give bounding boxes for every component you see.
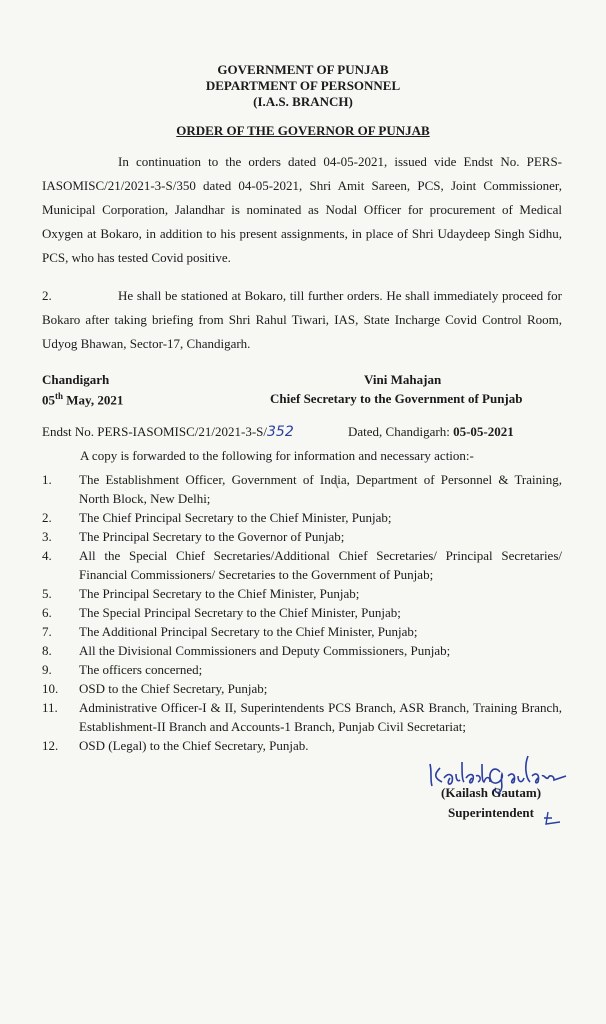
list-item <box>42 660 562 679</box>
list-item-number: 7. <box>42 624 52 639</box>
issue-place: Chandigarh <box>42 372 110 387</box>
list-item-number: 11. <box>42 700 58 715</box>
issue-date-rest: May, 2021 <box>63 392 124 408</box>
list-item-text: All the Divisional Commissioners and Deputy Commissioners, Punjab; <box>79 643 451 658</box>
list-item <box>42 698 562 736</box>
paragraph-2-number: 2. <box>42 288 52 303</box>
officer-designation: Superintendent <box>448 805 534 820</box>
endorsement-handwritten-number: 352 <box>267 424 294 440</box>
officer-name: (Kailash Gautam) <box>441 785 542 800</box>
issue-date <box>42 391 123 408</box>
list-item <box>42 641 562 660</box>
list-item-text: The Chief Principal Secretary to the Chief Minister, Punjab; <box>79 510 392 525</box>
list-item <box>42 584 562 603</box>
list-item-text: The Additional Principal Secretary to the Chief Minister, Punjab; <box>79 624 418 639</box>
list-item-text: All the Special Chief Secretaries/Additional Chief Secretaries/ Principal Secretaries/ Financial Commissioners/ Secretaries to the Government of Punjab; <box>79 548 562 582</box>
list-item-text: The Principal Secretary to the Chief Minister, Punjab; <box>79 586 360 601</box>
header-department: DEPARTMENT OF PERSONNEL <box>205 78 401 93</box>
list-item-number: 8. <box>42 643 52 658</box>
issue-date-suffix: th <box>55 391 64 401</box>
signatory-designation: Chief Secretary to the Government of Punjab <box>270 391 523 406</box>
list-item-number: 1. <box>42 472 52 487</box>
list-item-text: The officers concerned; <box>79 662 203 677</box>
list-item-text: OSD to the Chief Secretary, Punjab; <box>79 681 268 696</box>
list-item <box>42 546 562 584</box>
list-item-number: 12. <box>42 738 59 753</box>
list-item-text: The Establishment Officer, Government of India, Department of Personnel & Training, North Block, New Delhi; <box>79 472 562 506</box>
endorsement-prefix: Endst No. PERS-IASOMISC/21/2021-3-S/ <box>42 424 267 439</box>
list-item-number: 6. <box>42 605 52 620</box>
issue-date-day: 05 <box>42 392 55 408</box>
list-item-text: The Special Principal Secretary to the Chief Minister, Punjab; <box>79 605 401 620</box>
list-item <box>42 679 562 698</box>
list-item-text: Administrative Officer-I & II, Superintendents PCS Branch, ASR Branch, Training Branch, Establishment-II Branch and Accounts-1 Branch, Punjab Civil Secretariat; <box>79 700 562 734</box>
list-item-text: The Principal Secretary to the Governor of Punjab; <box>79 529 345 544</box>
list-item <box>42 527 562 546</box>
header-branch: (I.A.S. BRANCH) <box>253 94 353 109</box>
paragraph-2 <box>42 284 562 356</box>
list-item-text: OSD (Legal) to the Chief Secretary, Punjab. <box>79 738 309 753</box>
order-title: ORDER OF THE GOVERNOR OF PUNJAB <box>176 123 430 138</box>
header-government: GOVERNMENT OF PUNJAB <box>217 62 389 77</box>
copy-forward-line: A copy is forwarded to the following for information and necessary action:- <box>80 448 474 463</box>
endorsement-date <box>348 424 514 440</box>
list-item-number: 4. <box>42 548 52 563</box>
list-item <box>42 470 562 508</box>
list-item <box>42 508 562 527</box>
endorsement-dated-value: 05-05-2021 <box>453 424 514 439</box>
pen-mark-icon <box>332 478 346 496</box>
list-item-number: 2. <box>42 510 52 525</box>
list-item <box>42 622 562 641</box>
endorsement-number <box>42 424 294 440</box>
endorsement-dated-label: Dated, Chandigarh: <box>348 424 454 439</box>
list-item-number: 3. <box>42 529 52 544</box>
list-item-number: 10. <box>42 681 59 696</box>
list-item <box>42 603 562 622</box>
paragraph-2-text: He shall be stationed at Bokaro, till further orders. He shall immediately proceed for Bokaro after taking briefing from Shri Rahul Tiwari, IAS, State Incharge Covid Control Room, Udyog Bhawan, Sector-17, Chandigarh. <box>42 288 562 351</box>
paragraph-1: In continuation to the orders dated 04-05-2021, issued vide Endst No. PERS-IASOMISC/21/2021-3-S/350 dated 04-05-2021, Shri Amit Sareen, PCS, Joint Commissioner, Municipal Corporation, Jalandhar is nominated as Nodal Officer for procurement of Medical Oxygen at Bokaro, in addition to his present assignments, in place of Shri Udaydeep Singh Sidhu, PCS, who has tested Covid positive. <box>42 154 562 265</box>
signatory-name: Vini Mahajan <box>364 372 442 387</box>
list-item-number: 5. <box>42 586 52 601</box>
list-item-number: 9. <box>42 662 52 677</box>
recipient-list <box>42 470 562 755</box>
